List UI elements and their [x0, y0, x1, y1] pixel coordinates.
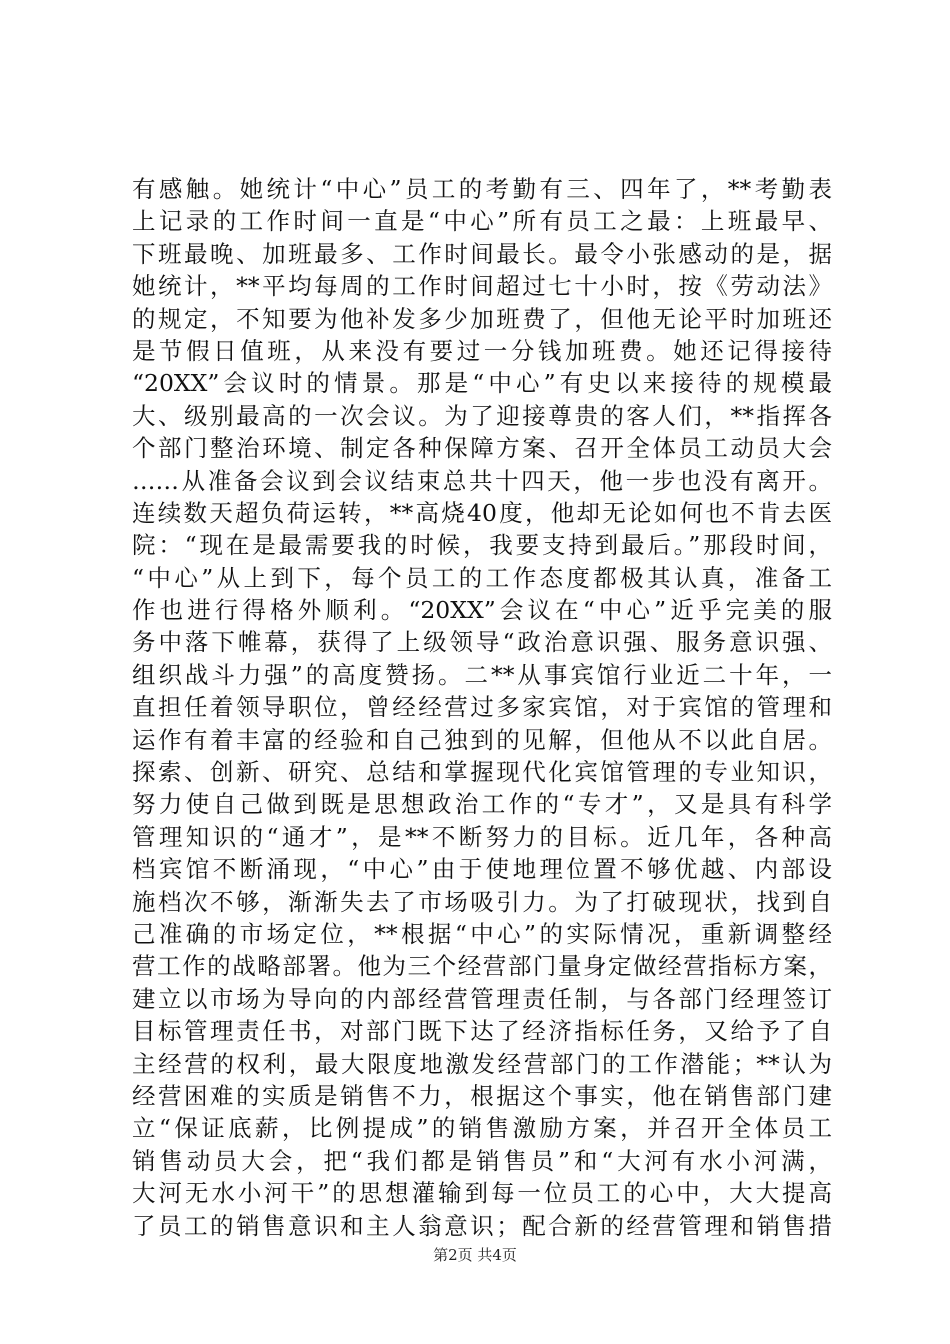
text-line: 上记录的工作时间一直是“中心”所有员工之最：上班最早、 [132, 207, 832, 236]
text-line: 努力使自己做到既是思想政治工作的“专才”，又是具有科学 [132, 790, 832, 819]
text-line: “20XX”会议时的情景。那是“中心”有史以来接待的规模最 [132, 369, 832, 398]
text-line: 的规定，不知要为他补发多少加班费了，但他无论平时加班还 [132, 304, 832, 333]
text-line: 直担任着领导职位，曾经经营过多家宾馆，对于宾馆的管理和 [132, 693, 832, 722]
text-line: 作也进行得格外顺利。“20XX”会议在“中心”近乎完美的服 [132, 596, 832, 625]
text-line: 下班最晚、加班最多、工作时间最长。最令小张感动的是，据 [132, 239, 832, 268]
text-line: 务中落下帷幕，获得了上级领导“政治意识强、服务意识强、 [132, 628, 832, 657]
text-line: 是节假日值班，从来没有要过一分钱加班费。她还记得接待 [132, 336, 832, 365]
text-line: 院：“现在是最需要我的时候，我要支持到最后。”那段时间， [132, 531, 832, 560]
text-line: 立“保证底薪，比例提成”的销售激励方案，并召开全体员工 [132, 1114, 832, 1143]
text-line: 了员工的销售意识和主人翁意识；配合新的经营管理和销售措 [132, 1211, 832, 1240]
text-line: 有感触。她统计“中心”员工的考勤有三、四年了，**考勤表 [132, 175, 832, 203]
text-line: 管理知识的“通才”，是**不断努力的目标。近几年，各种高 [132, 822, 832, 851]
text-line: 营工作的战略部署。他为三个经营部门量身定做经营指标方案， [132, 952, 832, 981]
text-line: 连续数天超负荷运转，**高烧40度，他却无论如何也不肯去医 [132, 498, 832, 527]
text-line: 大河无水小河干”的思想灌输到每一位员工的心中，大大提高 [132, 1179, 832, 1208]
text-line: 个部门整治环境、制定各种保障方案、召开全体员工动员大会 [132, 434, 832, 463]
text-line: ……从准备会议到会议结束总共十四天，他一步也没有离开。 [132, 466, 832, 495]
text-line: 大、级别最高的一次会议。为了迎接尊贵的客人们，**指挥各 [132, 401, 832, 430]
text-line: 组织战斗力强”的高度赞扬。二**从事宾馆行业近二十年，一 [132, 660, 832, 689]
text-line: 建立以市场为导向的内部经营管理责任制，与各部门经理签订 [132, 984, 832, 1013]
text-line: 己准确的市场定位，**根据“中心”的实际情况，重新调整经 [132, 919, 832, 948]
text-line: 探索、创新、研究、总结和掌握现代化宾馆管理的专业知识， [132, 758, 832, 787]
text-line: “中心”从上到下，每个员工的工作态度都极其认真，准备工 [132, 563, 832, 592]
text-line: 目标管理责任书，对部门既下达了经济指标任务，又给予了自 [132, 1017, 832, 1046]
text-line: 销售动员大会，把“我们都是销售员”和“大河有水小河满， [132, 1146, 832, 1175]
text-line: 主经营的权利，最大限度地激发经营部门的工作潜能；**认为 [132, 1049, 832, 1078]
body-paragraph [132, 173, 832, 1242]
page-footer: 第2页 共4页 [433, 1246, 517, 1264]
text-line: 运作有着丰富的经验和自己独到的见解，但他从不以此自居。 [132, 725, 832, 754]
text-line: 施档次不够，渐渐失去了市场吸引力。为了打破现状，找到自 [132, 887, 832, 916]
text-line: 经营困难的实质是销售不力，根据这个事实，他在销售部门建 [132, 1081, 832, 1110]
text-line: 档宾馆不断涌现，“中心”由于使地理位置不够优越、内部设 [132, 855, 832, 884]
text-line: 她统计，**平均每周的工作时间超过七十小时，按《劳动法》 [132, 272, 832, 301]
